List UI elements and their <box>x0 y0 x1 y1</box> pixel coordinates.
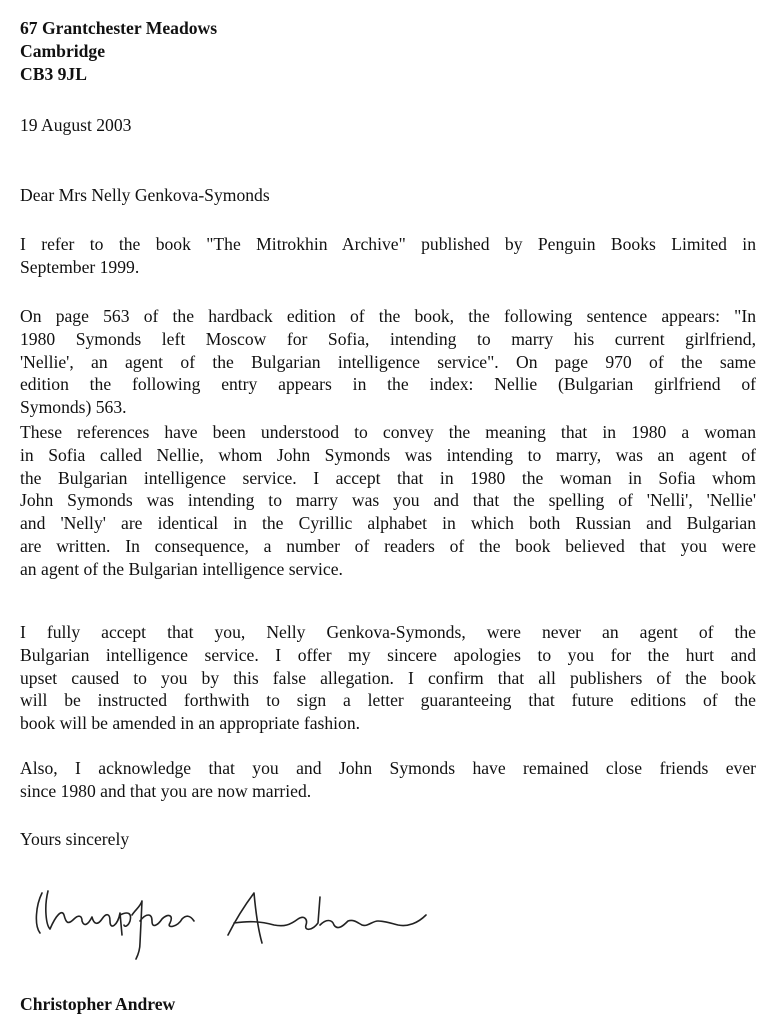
paragraph-1 <box>20 233 756 279</box>
text-line: Symonds) 563. <box>20 397 127 418</box>
text-line: upset caused to you by this false allegation. I confirm that all publishers of the book <box>20 667 756 688</box>
text-line: Also, I acknowledge that you and John Symonds have remained close friends ever <box>20 758 756 778</box>
text-line: I fully accept that you, Nelly Genkova-Symonds, were never an agent of the <box>20 622 756 642</box>
salutation: Dear Mrs Nelly Genkova-Symonds <box>20 185 270 205</box>
text-line: 1980 Symonds left Moscow for Sofia, intending to marry his current girlfriend, <box>20 328 756 349</box>
text-line: edition the following entry appears in the index: Nellie (Bulgarian girlfriend of <box>20 374 756 395</box>
sender-address <box>20 17 756 85</box>
text-line: in Sofia called Nellie, whom John Symonds was intending to marry, was an agent of <box>20 444 756 465</box>
address-line: Cambridge <box>20 40 106 61</box>
text-line: are written. In consequence, a number of readers of the book believed that you were <box>20 535 756 556</box>
paragraph-5 <box>20 757 756 803</box>
closing: Yours sincerely <box>20 829 130 849</box>
text-line: the Bulgarian intelligence service. I accept that in 1980 the woman in Sofia whom <box>20 467 756 488</box>
text-line: will be instructed forthwith to sign a letter guaranteeing that future editions of the <box>20 690 756 711</box>
text-line: since 1980 and that you are now married. <box>20 780 312 801</box>
handwritten-signature <box>28 885 448 965</box>
text-line: an agent of the Bulgarian intelligence service. <box>20 558 343 579</box>
address-line: 67 Grantchester Meadows <box>20 18 218 38</box>
text-line: On page 563 of the hardback edition of the book, the following sentence appears: "In <box>20 306 756 326</box>
paragraph-4 <box>20 621 756 735</box>
letter-date: 19 August 2003 <box>20 115 132 135</box>
address-line: CB3 9JL <box>20 63 87 84</box>
paragraph-3 <box>20 421 756 581</box>
paragraph-2 <box>20 305 756 419</box>
text-line: 'Nellie', an agent of the Bulgarian intelligence service". On page 970 of the same <box>20 351 756 372</box>
text-line: and 'Nelly' are identical in the Cyrillic alphabet in which both Russian and Bulgarian <box>20 513 756 534</box>
text-line: Bulgarian intelligence service. I offer my sincere apologies to you for the hurt and <box>20 644 756 665</box>
text-line: John Symonds was intending to marry was you and that the spelling of 'Nelli', 'Nellie' <box>20 490 756 511</box>
text-line: These references have been understood to convey the meaning that in 1980 a woman <box>20 422 756 442</box>
signatory-name: Christopher Andrew <box>20 994 176 1014</box>
text-line: September 1999. <box>20 256 140 277</box>
text-line: book will be amended in an appropriate fashion. <box>20 713 361 734</box>
text-line: I refer to the book "The Mitrokhin Archive" published by Penguin Books Limited in <box>20 234 756 254</box>
